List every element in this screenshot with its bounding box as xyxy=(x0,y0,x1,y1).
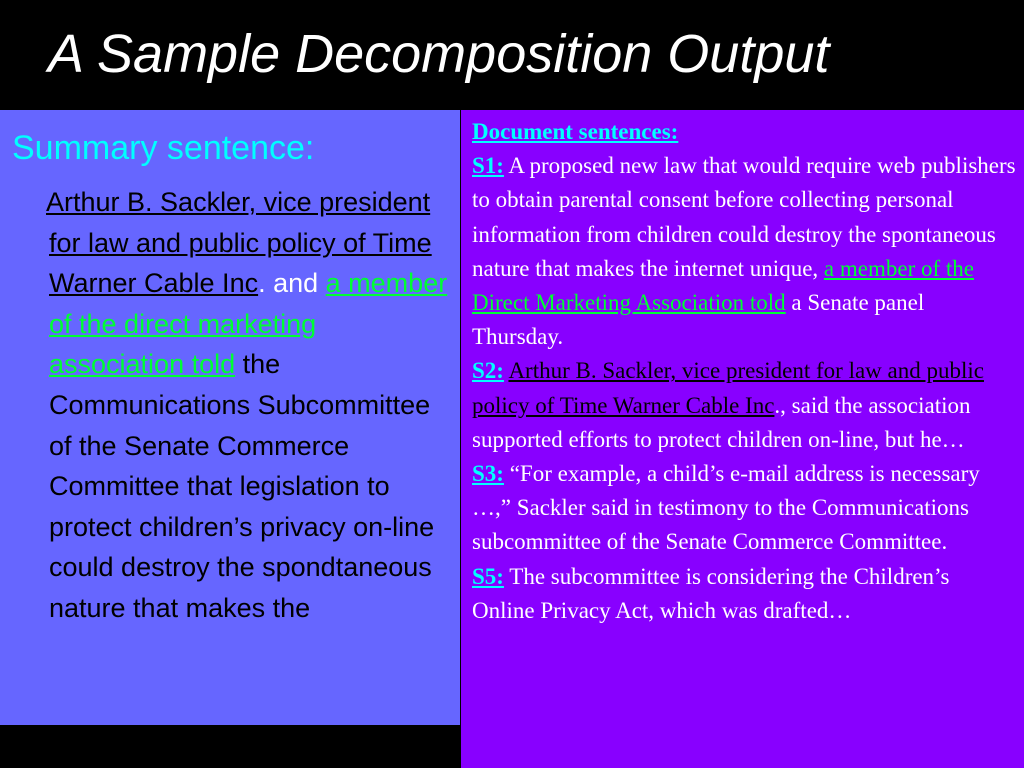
sentence-s2-link[interactable]: Arthur B. Sackler, vice president for law and public policy of Time Warner Cable Inc xyxy=(472,358,984,418)
sentence-label-s2: S2: xyxy=(472,358,504,384)
document-heading: Document sentences: xyxy=(472,119,679,144)
slide-title: A Sample Decomposition Output xyxy=(48,24,830,84)
sentence-label-s5: S5: xyxy=(472,563,504,589)
sentence-s5 xyxy=(472,560,1017,628)
sentence-s1-text-b: a Senate panel Thursday. xyxy=(472,290,925,350)
sentence-s3 xyxy=(472,457,1017,560)
summary-text xyxy=(46,182,449,629)
summary-heading: Summary sentence: xyxy=(12,129,315,167)
sentence-s2 xyxy=(472,354,1017,457)
summary-connector: . and xyxy=(258,268,326,299)
summary-remaining-text: the Communications Subcommittee of the Senate Commerce Committee that legislation to protect children’s privacy on-line could destroy the spondtaneous nature that makes the xyxy=(49,349,435,623)
sentence-s3-text: “For example, a child’s e-mail address is necessary …,” Sackler said in testimony to the Communications subcommittee of the Senate Commerce Committee. xyxy=(472,461,980,555)
sentence-label-s1: S1: xyxy=(472,153,504,179)
document-sentences xyxy=(472,115,1017,628)
sentence-s1-text-a: A proposed new law that would require web publishers to obtain parental consent before collecting personal information from children could destroy the spontaneous nature that makes the internet unique, xyxy=(472,153,1016,281)
summary-highlight-link[interactable]: a member of the direct marketing association told xyxy=(49,268,448,380)
sentence-s1 xyxy=(472,149,1017,354)
summary-underlined-phrase: Arthur B. Sackler, vice president for law and public policy of Time Warner Cable Inc xyxy=(46,187,432,299)
sentence-s2-text-b: ., said the association supported efforts to protect children on-line, but he… xyxy=(472,392,971,452)
sentence-label-s3: S3: xyxy=(472,461,504,487)
sentence-s1-link[interactable]: a member of the Direct Marketing Association told xyxy=(472,255,974,316)
sentence-s5-text: The subcommittee is considering the Children’s Online Privacy Act, which was drafted… xyxy=(472,563,950,623)
